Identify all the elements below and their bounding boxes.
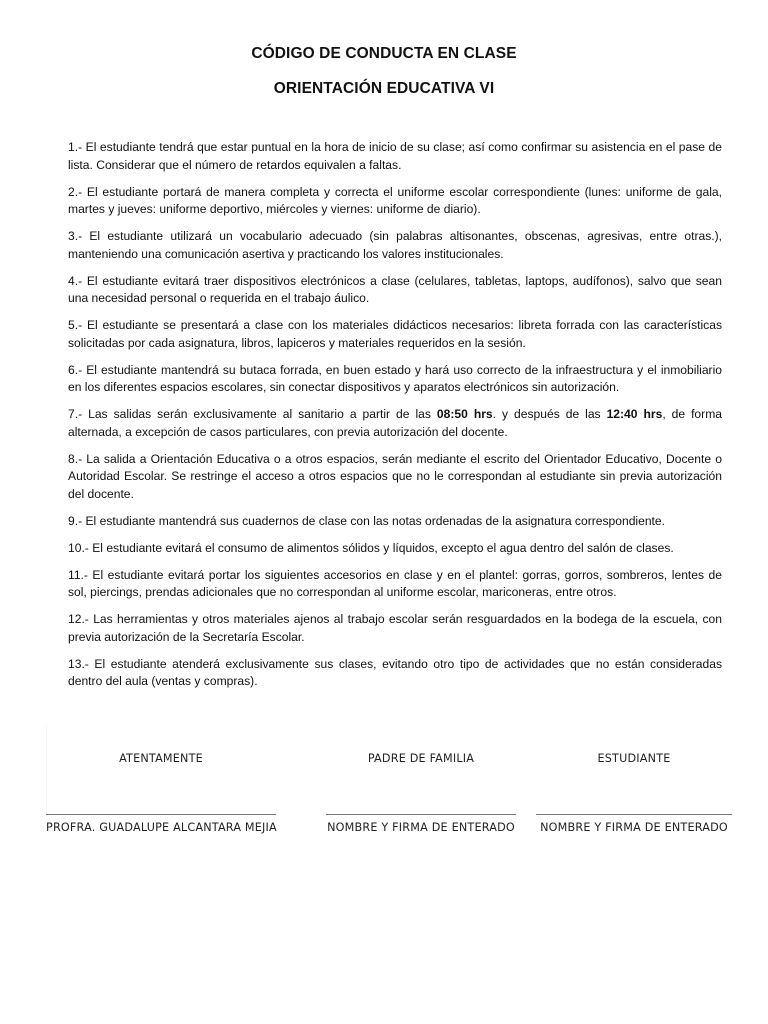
scan-artifact [46, 726, 47, 816]
rule-item: 4.- El estudiante evitará traer dispositivos electrónicos a clase (celulares, tabletas, laptops, audífonos), salvo que sean una necesidad personal o requerida en el trabajo áulico. [68, 273, 722, 305]
rule-item: 9.- El estudiante mantendrá sus cuadernos de clase con las notas ordenadas de la asignatura correspondiente. [68, 513, 666, 528]
rule-item [68, 406, 722, 441]
rule-text: . y después de las [492, 407, 607, 421]
rule-item: 6.- El estudiante mantendrá su butaca forrada, en buen estado y hará uso correcto de la infraestructura y el inmobiliario en los diferentes espacios escolares, sin conectar dispositivos y aparatos electrónicos sin autorización. [68, 362, 722, 394]
rule-text: , de forma alternada, a excepción de casos particulares, con previa autorización del docente. [68, 407, 722, 439]
rule-item: 1.- El estudiante tendrá que estar puntual en la hora de inicio de su clase; así como confirmar su asistencia en el pase de lista. Considerar que el número de retardos equivalen a faltas. [68, 140, 722, 172]
signature-heading: ATENTAMENTE [119, 752, 203, 765]
document-title: CÓDIGO DE CONDUCTA EN CLASE [251, 45, 517, 62]
signature-caption: PROFRA. GUADALUPE ALCANTARA MEJIA [46, 821, 277, 834]
signature-heading: PADRE DE FAMILIA [367, 752, 475, 765]
rule-text: 7.- Las salidas serán exclusivamente al sanitario a partir de las [68, 407, 437, 421]
rule-item: 2.- El estudiante portará de manera completa y correcta el uniforme escolar correspondiente (lunes: uniforme de gala, martes y jueves: uniforme deportivo, miércoles y viernes: uniforme de diario). [68, 184, 722, 216]
rule-item: 12.- Las herramientas y otros materiales ajenos al trabajo escolar serán resguardados en la bodega de la escuela, con previa autorización de la Secretaría Escolar. [68, 612, 722, 644]
exit-time-start: 08:50 hrs [436, 407, 493, 421]
rule-item: 11.- El estudiante evitará portar los siguientes accesorios en clase y en el plantel: gorras, gorros, sombreros, lentes de sol, piercings, prendas adicionales que no correspondan al uniforme escolar, mariconeras, entre otros. [68, 567, 722, 599]
rule-item: 8.- La salida a Orientación Educativa o a otros espacios, serán mediante el escrito del Orientador Educativo, Docente o Autoridad Escolar. Se restringe el acceso a otros espacios que no le correspondan al estudiante sin previa autorización del docente. [68, 451, 722, 501]
rules-list [68, 139, 722, 700]
rule-item: 5.- El estudiante se presentará a clase con los materiales didácticos necesarios: libreta forrada con las características solicitadas por cada asignatura, libros, lapiceros y materiales requeridos en la sesión. [68, 318, 722, 350]
signature-line [326, 814, 516, 815]
signature-caption: NOMBRE Y FIRMA DE ENTERADO [327, 821, 515, 834]
rule-item: 13.- El estudiante atenderá exclusivamente sus clases, evitando otro tipo de actividades que no están consideradas dentro del aula (ventas y compras). [68, 656, 722, 688]
signature-line [46, 814, 276, 815]
rule-item: 10.- El estudiante evitará el consumo de alimentos sólidos y líquidos, excepto el agua dentro del salón de clases. [68, 540, 674, 555]
signature-caption: NOMBRE Y FIRMA DE ENTERADO [540, 821, 728, 834]
signature-heading: ESTUDIANTE [597, 752, 671, 765]
document-subtitle: ORIENTACIÓN EDUCATIVA VI [273, 80, 495, 97]
signature-line [536, 814, 732, 815]
rule-item: 3.- El estudiante utilizará un vocabulario adecuado (sin palabras altisonantes, obscenas, agresivas, entre otras.), manteniendo una comunicación asertiva y practicando los valores institucionales. [68, 229, 722, 261]
exit-time-second: 12:40 hrs [606, 407, 663, 421]
